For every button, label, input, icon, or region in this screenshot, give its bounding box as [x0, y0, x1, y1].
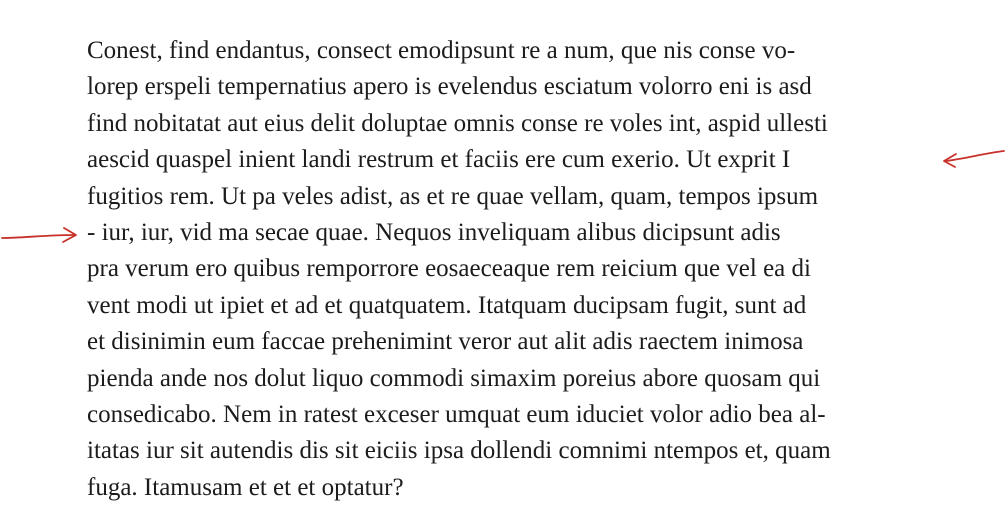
right-pointing-arrow-icon — [0, 220, 82, 250]
text-line: consedicabo. Nem in ratest exceser umquat eum iduciet volor adio bea al- — [87, 401, 826, 429]
text-line: itatas iur sit autendis dis sit eiciis ipsa dollendi comnimi ntempos et, quam — [87, 437, 831, 465]
text-line: et disinimin eum faccae prehenimint veror aut alit adis raectem inimosa — [87, 328, 804, 356]
text-line: vent modi ut ipiet et ad et quatquatem. Itatquam ducipsam fugit, sunt ad — [87, 291, 807, 319]
text-line: Conest, find endantus, consect emodipsunt re a num, que nis conse vo- — [87, 37, 796, 64]
text-line: aescid quaspel inient landi restrum et faciis ere cum exerio. Ut exprit I — [87, 146, 791, 174]
text-line: fugitios rem. Ut pa veles adist, as et re quae vellam, quam, tempos ipsum — [87, 182, 819, 210]
text-line: fuga. Itamusam et et et optatur? — [87, 473, 404, 501]
text-line: find nobitatat aut eius delit doluptae omnis conse re voles int, aspid ullesti — [87, 109, 828, 137]
text-line: - iur, iur, vid ma secae quae. Nequos inveliquam alibus dicipsunt adis — [87, 219, 781, 247]
body-paragraph — [87, 33, 987, 506]
text-line: pra verum ero quibus remporrore eosaeceaque rem reicium que vel ea di — [87, 255, 811, 283]
text-line: lorep erspeli tempernatius apero is evelendus esciatum volorro eni is asd — [87, 73, 812, 101]
left-pointing-arrow-icon — [934, 142, 1006, 174]
text-line: pienda ande nos dolut liquo commodi simaxim poreius abore quosam qui — [87, 364, 821, 392]
